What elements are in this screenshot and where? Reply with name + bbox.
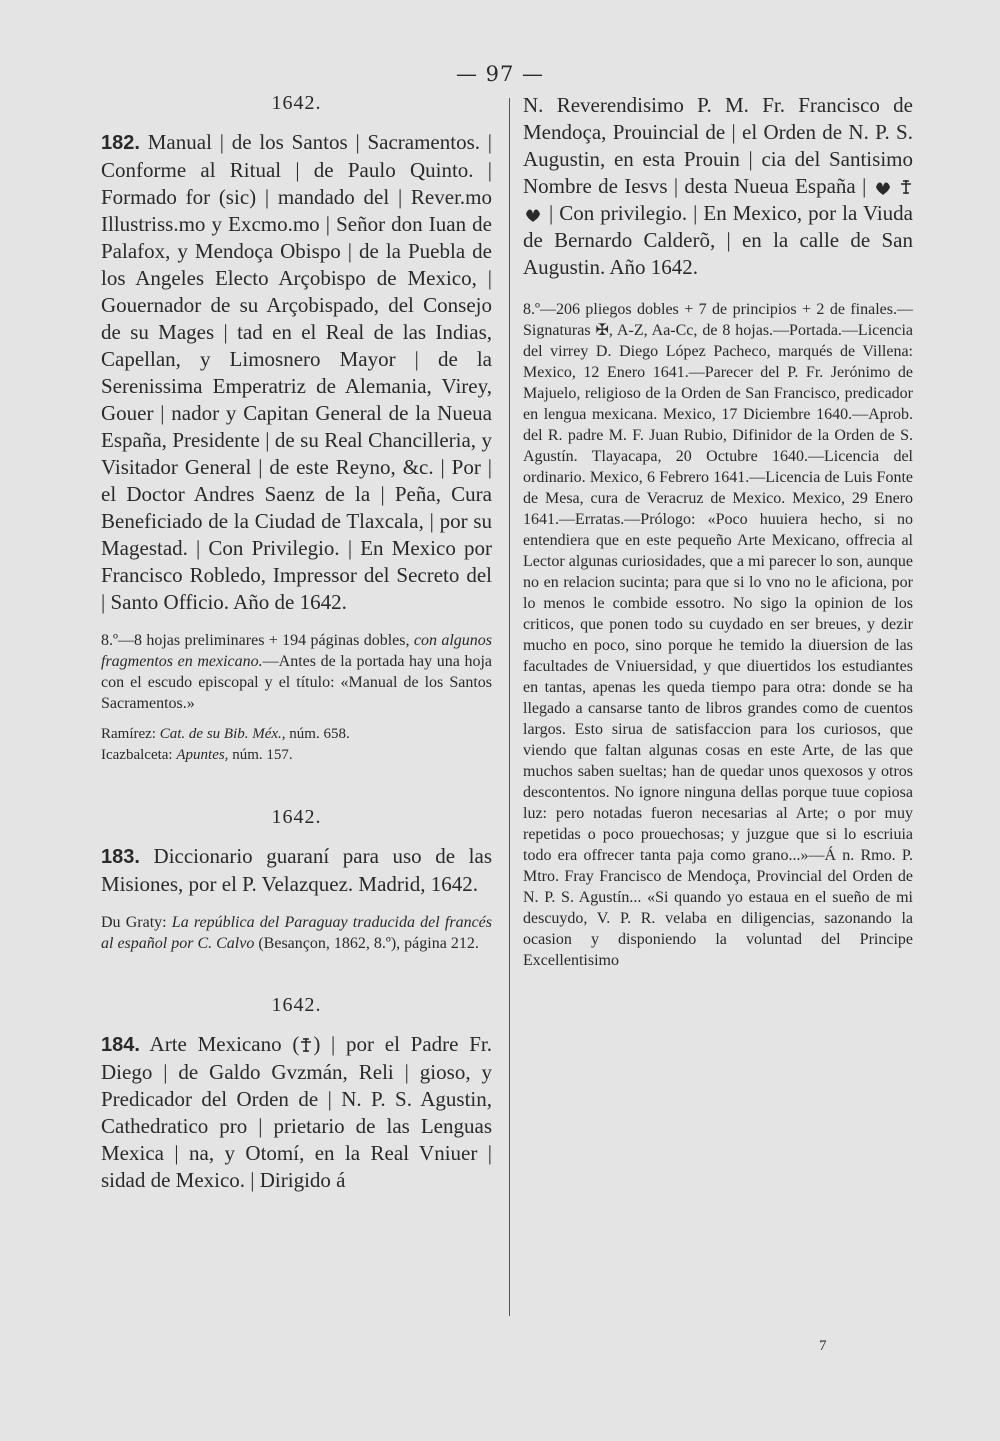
fleuron-icon xyxy=(523,205,543,223)
entry-182-ref-ramirez xyxy=(101,724,492,745)
fleuron-icon xyxy=(873,178,893,196)
entry-182 xyxy=(101,129,492,616)
entry-183-year: 1642. xyxy=(271,806,322,828)
cross-icon xyxy=(899,179,913,195)
right-column xyxy=(523,92,913,971)
entry-184-title-b: ) | por el Padre Fr. Diego | de Galdo Gvzmán, Reli | gioso, y Predicador del Orden de | N. P. S. Agustin, Cathedratico pro | prietario de las Lenguas Mexica | na, y Otomí, en la Real Vniuer | sidad de Mexico. | Dirigido á xyxy=(101,1032,492,1192)
entry-184-title-a: Arte Mexicano ( xyxy=(149,1032,300,1056)
left-column xyxy=(101,92,492,1194)
entry-183-ref xyxy=(101,912,492,954)
ref-number: núm. 658. xyxy=(289,726,350,742)
entry-182-note-italic: con algunos fragmentos en mexicano. xyxy=(101,632,493,670)
entry-182-number: 182. xyxy=(101,132,140,154)
ref-author: Du Graty: xyxy=(101,914,167,931)
signature-mark: 7 xyxy=(819,1338,827,1354)
entry-183 xyxy=(101,843,492,898)
entry-183-number: 183. xyxy=(101,846,140,868)
entry-183-title: Diccionario guaraní para uso de las Misiones, por el P. Velazquez. Madrid, 1642. xyxy=(101,844,492,896)
entry-182-note-a: 8.º—8 hojas preliminares + 194 páginas dobles, xyxy=(101,632,410,649)
ref-title: La república del Paraguay traducida del francés al español por C. Calvo xyxy=(101,914,493,952)
ref-title: Apuntes, xyxy=(176,747,229,763)
entry-184 xyxy=(101,1031,492,1194)
ref-author: Ramírez: xyxy=(101,726,156,742)
entry-182-ref-icazbalceta xyxy=(101,745,492,766)
entry-184-note: 8.º—206 pliegos dobles + 7 de principios + 2 de finales.—Signaturas ✠, A-Z, Aa-Cc, de 8 hojas.—Portada.—Licencia del virrey D. Diego López Pacheco, marqués de Villena: Mexico, 12 Enero 1641.—Parecer del P. Fr. Jerónimo de Majuelo, religioso de la Orden de San Francisco, predicador en lengua mexicana. Mexico, 17 Diciembre 1640.—Aprob. del R. padre M. F. Juan Rubio, Difinidor de la Orden de S. Agustín. Tlayacapa, 20 Octubre 1640.—Licencia del ordinario. Mexico, 6 Febrero 1641.—Licencia de Luis Fonte de Mesa, cura de Veracruz de Mexico. Mexico, 29 Enero 1641.—Erratas.—Prólogo: «Poco huuiera hecho, si no entendiera que en este pequeño Arte Mexicano, offrecia al Lector algunas curiosidades, que a mi parecer lo son, aunque no en relacion sucinta; para que si lo vno no le aficiona, por lo menos le combide essotro. No sigo la opinion de los criticos, que ponen todo su cuydado en ser breues, y dezir mucho en poco, sino porque he temido la diuersion de las facultades de Vniuersidad, y que diuertidos los estudiantes en tantas, apenas les queda tiempo para otra: donde se ha llegado a cansarse tanto de libros grandes como de cuentos largos. Esto sirua de satisfaccion para los curiosos, que viendo que faltan algunas cosas en este Arte, de las que muchos saben sueltas; han de quedar unos quexosos y otros descontentos. No ignore ninguna dellas porque tuue copiosa luz: pero notadas fueron necesarias al Arte; o por muy repetidas o poco prouechosas; y juzgue que si lo escriuia todo era offrecer tanta paja como grano...»—Á n. Rmo. P. Mtro. Fray Francisco de Mendoça, Provincial del Orden de N. P. S. Agustín... «Si quando yo estaua en el sueño de mi descuydo, V. P. R. velaba en diligencias, sazonando la ocasion y disponiendo la voluntad del Principe Excellentisimo xyxy=(523,301,913,969)
entry-184-year: 1642. xyxy=(271,994,322,1016)
ref-author: Icazbalceta: xyxy=(101,747,173,763)
entry-184-cont-b: | Con privilegio. | En Mexico, por la Viuda de Bernardo Calderõ, | en la calle de San Augustin. Año 1642. xyxy=(523,201,913,279)
page-number: — 97 — xyxy=(455,62,545,86)
entry-184-number: 184. xyxy=(101,1034,140,1056)
entry-184-cont-a: N. Reverendisimo P. M. Fr. Francisco de Mendoça, Prouincial de | el Orden de N. P. S. Augustin, en esta Prouin | cia del Santisimo Nombre de Iesvs | desta Nueua España | xyxy=(523,93,913,198)
ref-title: Cat. de su Bib. Méx., xyxy=(159,726,286,742)
entry-182-note xyxy=(101,630,492,714)
entry-182-year: 1642. xyxy=(271,92,322,114)
ref-details: (Besançon, 1862, 8.º), página 212. xyxy=(258,935,479,952)
column-divider xyxy=(509,98,510,1316)
entry-182-title: Manual | de los Santos | Sacramentos. | Conforme al Ritual | de Paulo Quinto. | Formado for (sic) | mandado del | Rever.mo Illustriss.mo y Excmo.mo | Señor don Iuan de Palafox, y Mendoça Obispo | de la Puebla de los Angeles Electo Arçobispo de Mexico, | Gouernador de su Arçobispado, del Consejo de su Mages | tad en el Real de las Indias, Capellan, y Limosnero Mayor | de la Serenissima Emperatriz de Alemania, Virey, Gouer | nador y Capitan General de la Nueua España, Presidente | de su Real Chancilleria, y Visitador General | de este Reyno, &c. | Por | el Doctor Andres Saenz de la | Peña, Cura Beneficiado de la Ciudad de Tlaxcala, | por su Magestad. | Con Privilegio. | En Mexico por Francisco Robledo, Impressor del Secreto del | Santo Officio. Año de 1642. xyxy=(101,130,492,614)
entry-182-note-b: —Antes de la portada hay una hoja con el escudo episcopal y el título: «Manual de los Santos Sacramentos.» xyxy=(101,653,493,712)
cross-icon xyxy=(299,1037,313,1053)
entry-184-continued xyxy=(523,92,913,281)
ref-number: núm. 157. xyxy=(232,747,293,763)
